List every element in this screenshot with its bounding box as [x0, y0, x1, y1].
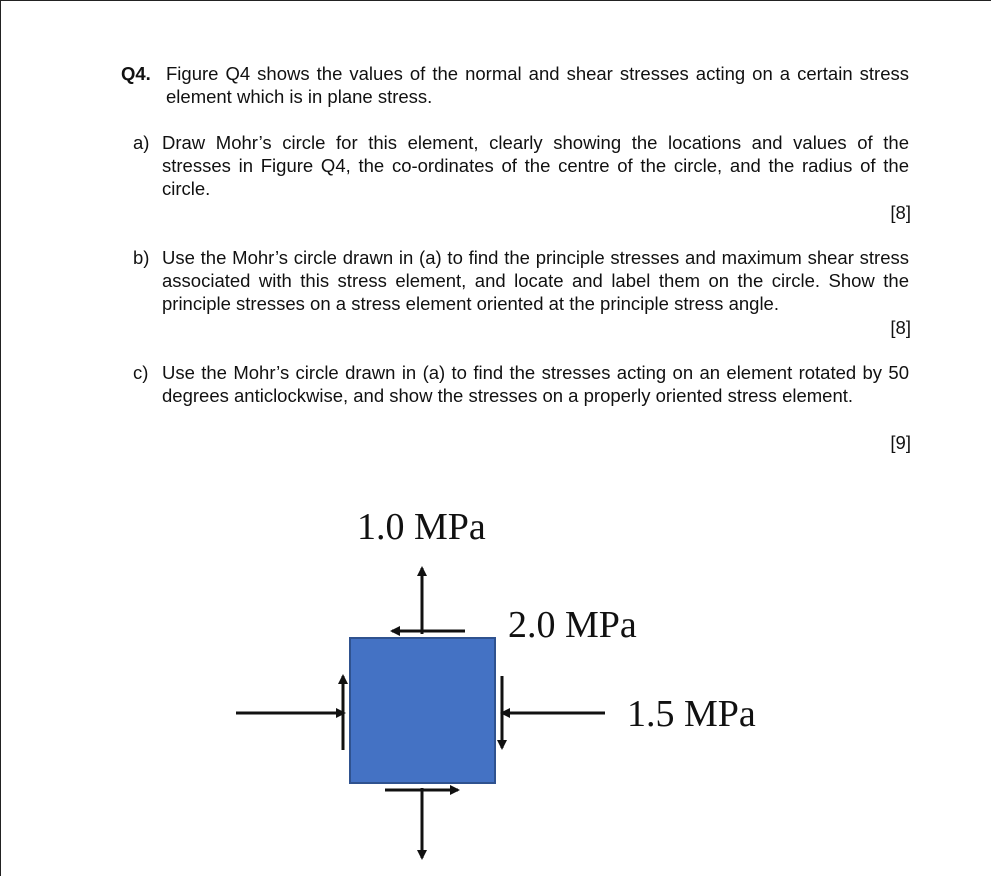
part-c-label: c): [133, 362, 149, 383]
part-b-label: b): [133, 247, 150, 268]
part-c-marks: [9]: [890, 432, 911, 453]
part-b-text: Use the Mohr’s circle drawn in (a) to find the principle stresses and maximum shear stress associated with this stress element, and locate and label them on the circle. Show the principle stresses on a stress element oriented at the principle stress angle.: [162, 247, 909, 314]
part-a-text: Draw Mohr’s circle for this element, clearly showing the locations and values of the stresses in Figure Q4, the co-ordinates of the centre of the circle, and the radius of the circle.: [162, 132, 909, 199]
question-text: Figure Q4 shows the values of the normal and shear stresses acting on a certain stress element which is in plane stress.: [166, 63, 909, 107]
part-c-text: Use the Mohr’s circle drawn in (a) to find the stresses acting on an element rotated by 50 degrees anticlockwise, and show the stresses on a properly oriented stress element.: [162, 362, 909, 406]
part-b-marks: [8]: [890, 317, 911, 338]
part-a-label: a): [133, 132, 150, 153]
question-number: Q4.: [121, 63, 151, 84]
side-normal-stress-label: 1.5 MPa: [627, 693, 756, 735]
top-normal-stress-label: 1.0 MPa: [357, 506, 486, 548]
stress-element-square: [350, 638, 495, 783]
shear-stress-label: 2.0 MPa: [508, 604, 637, 646]
part-a-marks: [8]: [890, 202, 911, 223]
